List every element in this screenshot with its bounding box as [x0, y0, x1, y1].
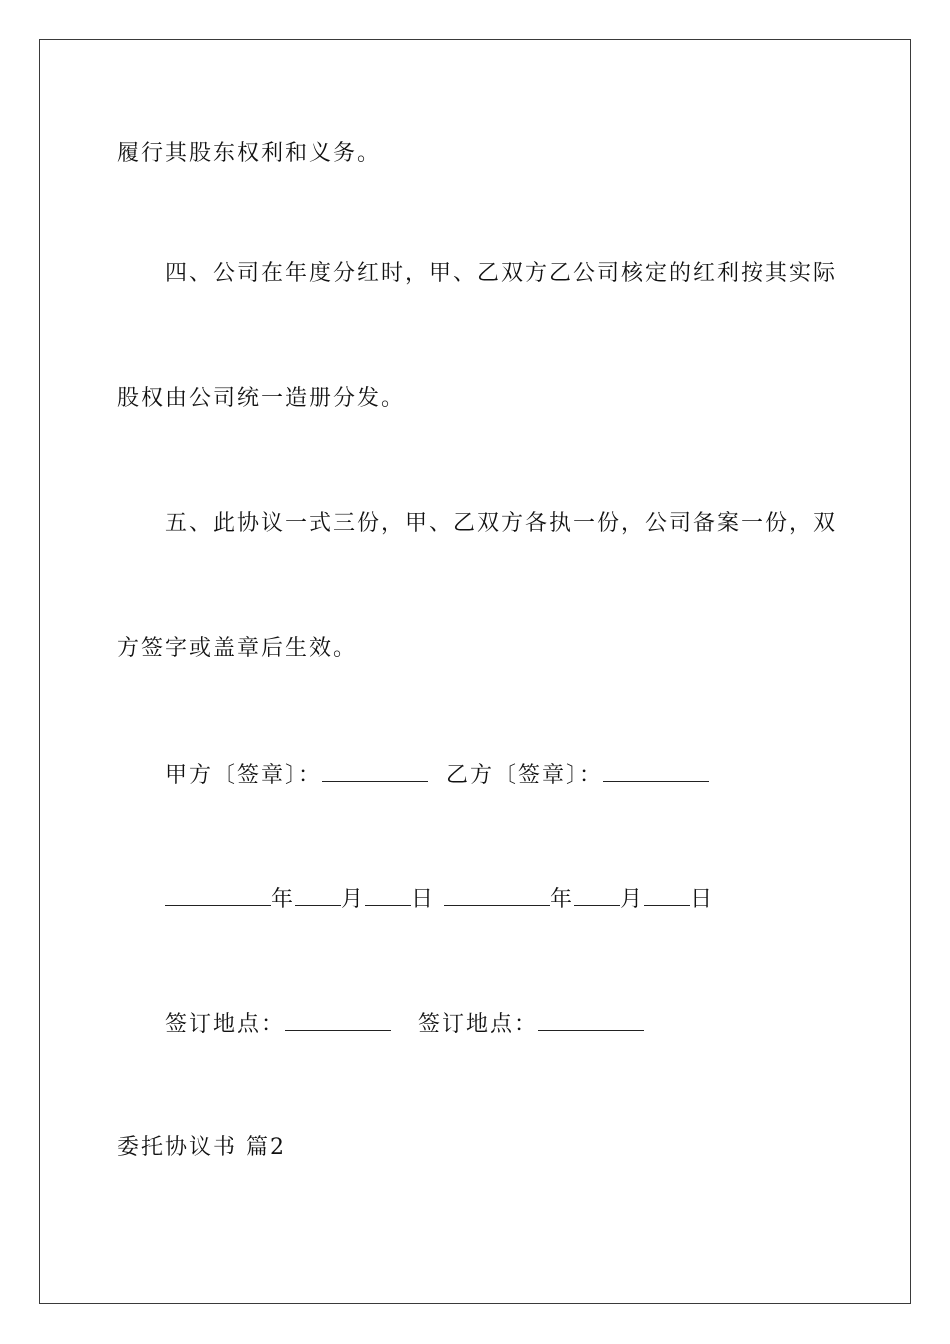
party-b-year-label: 年	[550, 887, 575, 912]
party-a-month-label: 月	[341, 887, 366, 912]
party-b-day-label: 日	[690, 887, 715, 912]
party-a-place-blank	[285, 1008, 391, 1031]
party-a-signature-blank	[322, 759, 428, 782]
party-b-signature-blank	[603, 759, 709, 782]
party-b-signature-label: 乙方〔签章〕：	[446, 763, 604, 788]
party-a-month-blank	[295, 883, 341, 906]
clause-four-line-1: 四、公司在年度分红时，甲、乙双方乙公司核定的红利按其实际	[165, 261, 838, 286]
signature-row	[165, 759, 709, 791]
party-b-month-blank	[574, 883, 620, 906]
party-b-year-blank	[444, 883, 550, 906]
place-row	[165, 1008, 644, 1040]
section-heading: 委托协议书 篇2	[117, 1135, 286, 1160]
party-b-month-label: 月	[620, 887, 645, 912]
party-b-day-blank	[644, 883, 690, 906]
paragraph-line-1: 履行其股东权利和义务。	[117, 141, 382, 166]
party-a-day-blank	[365, 883, 411, 906]
party-a-place-label: 签订地点：	[165, 1012, 286, 1037]
party-b-place-label: 签订地点：	[418, 1012, 539, 1037]
page-border	[39, 39, 911, 1304]
party-b-place-blank	[538, 1008, 644, 1031]
clause-four-line-2: 股权由公司统一造册分发。	[117, 386, 406, 411]
clause-five-line-1: 五、此协议一式三份，甲、乙双方各执一份，公司备案一份，双	[165, 511, 838, 536]
date-row	[165, 883, 714, 915]
clause-five-line-2: 方签字或盖章后生效。	[117, 636, 358, 661]
party-a-signature-label: 甲方〔签章〕：	[165, 763, 323, 788]
party-a-year-blank	[165, 883, 271, 906]
party-a-day-label: 日	[411, 887, 436, 912]
party-a-year-label: 年	[271, 887, 296, 912]
